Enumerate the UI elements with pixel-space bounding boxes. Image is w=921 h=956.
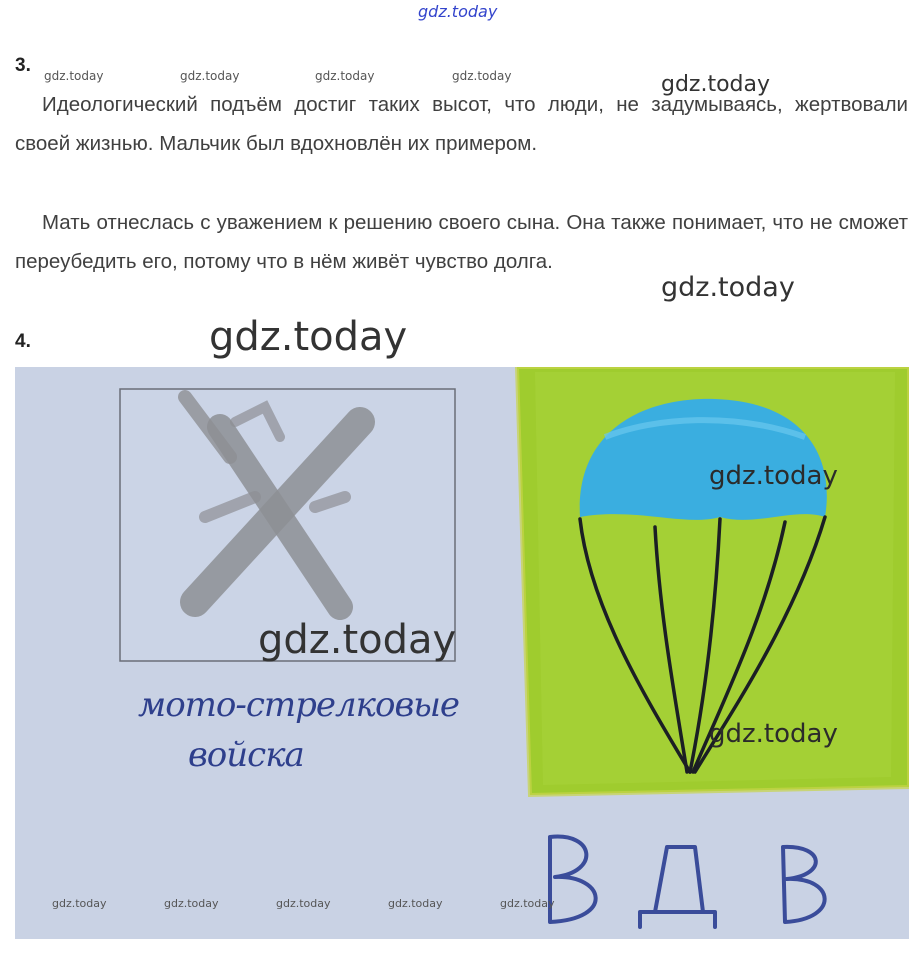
watermark-bottom-1: gdz.today bbox=[52, 897, 107, 910]
drawing-illustration bbox=[15, 367, 909, 939]
watermark-bottom-2: gdz.today bbox=[164, 897, 219, 910]
question-number-3: 3. bbox=[15, 55, 31, 76]
watermark-top: gdz.today bbox=[418, 2, 498, 21]
watermark-small-3: gdz.today bbox=[315, 69, 375, 83]
watermark-photo-2: gdz.today bbox=[258, 617, 457, 663]
vdv-letters-icon bbox=[550, 837, 825, 927]
watermark-small-4: gdz.today bbox=[452, 69, 512, 83]
watermark-mid-right: gdz.today bbox=[661, 72, 771, 97]
caption-line-1: мото-стрелковые bbox=[138, 685, 460, 725]
drawing-photo bbox=[15, 367, 909, 939]
answer-paragraph-1: Идеологический подъём достиг таких высот, что люди, не задумываясь, жертвовали своей жизнью. Мальчик был вдохновлён их примером. bbox=[15, 93, 908, 155]
watermark-bottom-5: gdz.today bbox=[500, 897, 555, 910]
watermark-big: gdz.today bbox=[209, 314, 408, 360]
watermark-mid-right-2: gdz.today bbox=[661, 272, 795, 303]
watermark-bottom-3: gdz.today bbox=[276, 897, 331, 910]
answer-paragraph-2: Мать отнеслась с уважением к решению своего сына. Она также понимает, что не сможет переубедить его, потому что в нём живёт чувство долга. bbox=[15, 211, 908, 273]
question-number-4: 4. bbox=[15, 331, 31, 352]
watermark-photo-3: gdz.today bbox=[709, 719, 838, 749]
watermark-small-2: gdz.today bbox=[180, 69, 240, 83]
watermark-photo-1: gdz.today bbox=[709, 461, 838, 491]
watermark-small-1: gdz.today bbox=[44, 69, 104, 83]
watermark-bottom-4: gdz.today bbox=[388, 897, 443, 910]
caption-line-2: войска bbox=[188, 735, 304, 775]
